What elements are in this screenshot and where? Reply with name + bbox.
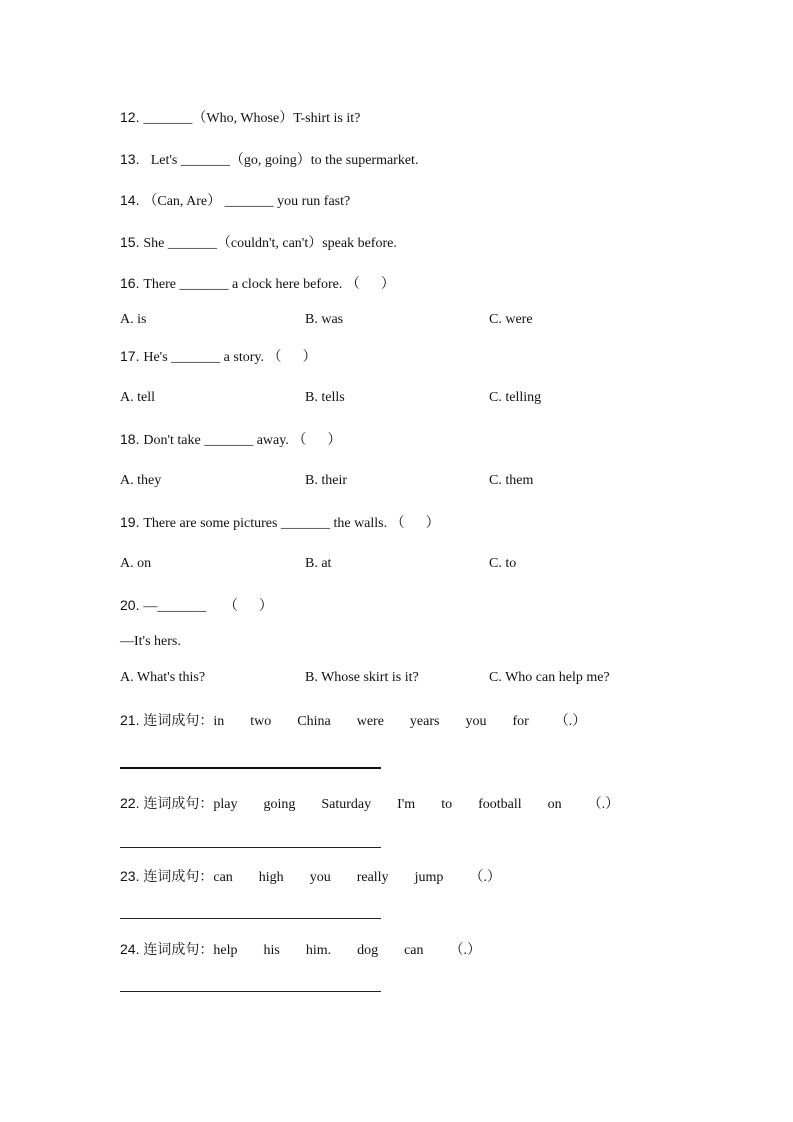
scrambled-word: on — [547, 797, 562, 812]
question-23: 23. 连词成句：can high you really jump （.） — [120, 868, 501, 885]
scrambled-word: going — [263, 797, 296, 812]
scrambled-word: Saturday — [321, 797, 372, 812]
option-a: A. What's this? — [120, 670, 206, 685]
scrambled-word: China — [297, 714, 331, 729]
answer-line-21[interactable] — [120, 767, 381, 769]
question-12: 12. _______（Who, Whose）T-shirt is it? — [120, 109, 361, 126]
option-b: B. at — [305, 556, 332, 571]
question-18: 18. Don't take _______ away. （ ） — [120, 431, 342, 448]
scrambled-word: years — [409, 714, 440, 729]
scrambled-word: （.） — [449, 943, 482, 958]
question-20-reply: —It's hers. — [120, 634, 181, 649]
scrambled-word: in — [213, 714, 225, 729]
scrambled-word: can — [404, 943, 424, 958]
scrambled-word: his — [263, 943, 280, 958]
scrambled-word: you — [465, 714, 487, 729]
question-14: 14. （Can, Are） _______ you run fast? — [120, 192, 351, 209]
question-17: 17. He's _______ a story. （ ） — [120, 348, 317, 365]
scrambled-word: （.） — [469, 870, 501, 885]
answer-line-24[interactable] — [120, 991, 381, 992]
question-15: 15. She _______（couldn't, can't）speak before. — [120, 234, 397, 251]
scrambled-word: play — [213, 797, 238, 812]
scrambled-word: to — [441, 797, 453, 812]
scrambled-word: high — [258, 870, 284, 885]
question-13: 13. Let's _______（go, going）to the supermarket. — [120, 151, 419, 168]
scrambled-word: dog — [357, 943, 379, 958]
option-c: C. them — [489, 473, 534, 488]
question-21: 21. 连词成句：in two China were years you for （.） — [120, 712, 587, 729]
scrambled-word: football — [478, 797, 522, 812]
option-c: C. telling — [489, 390, 542, 405]
option-b: B. Whose skirt is it? — [305, 670, 419, 685]
option-a: A. tell — [120, 390, 155, 405]
option-c: C. were — [489, 312, 533, 327]
option-c: C. to — [489, 556, 517, 571]
question-24: 24. 连词成句：help his him. dog can （.） — [120, 941, 482, 958]
question-22: 22. 连词成句：play going Saturday I'm to football on （.） — [120, 795, 620, 812]
scrambled-word: can — [213, 870, 233, 885]
scrambled-word: for — [512, 714, 529, 729]
question-16: 16. There _______ a clock here before. （ ） — [120, 275, 395, 292]
question-19: 19. There are some pictures _______ the walls. （ ） — [120, 514, 440, 531]
scrambled-word: were — [356, 714, 384, 729]
option-a: A. on — [120, 556, 152, 571]
scrambled-word: help — [213, 943, 238, 958]
scrambled-word: （.） — [587, 797, 620, 812]
scrambled-word: （.） — [554, 714, 587, 729]
answer-line-22[interactable] — [120, 847, 381, 848]
option-a: A. they — [120, 473, 162, 488]
option-b: B. was — [305, 312, 344, 327]
answer-line-23[interactable] — [120, 918, 381, 919]
scrambled-word: really — [356, 870, 389, 885]
question-20: 20. —_______ （ ） — [120, 597, 273, 614]
option-b: B. tells — [305, 390, 345, 405]
scrambled-word: you — [309, 870, 331, 885]
option-c: C. Who can help me? — [489, 670, 610, 685]
option-b: B. their — [305, 473, 347, 488]
scrambled-word: I'm — [397, 797, 416, 812]
option-a: A. is — [120, 312, 147, 327]
scrambled-word: two — [250, 714, 272, 729]
scrambled-word: jump — [414, 870, 444, 885]
scrambled-word: him. — [305, 943, 332, 958]
